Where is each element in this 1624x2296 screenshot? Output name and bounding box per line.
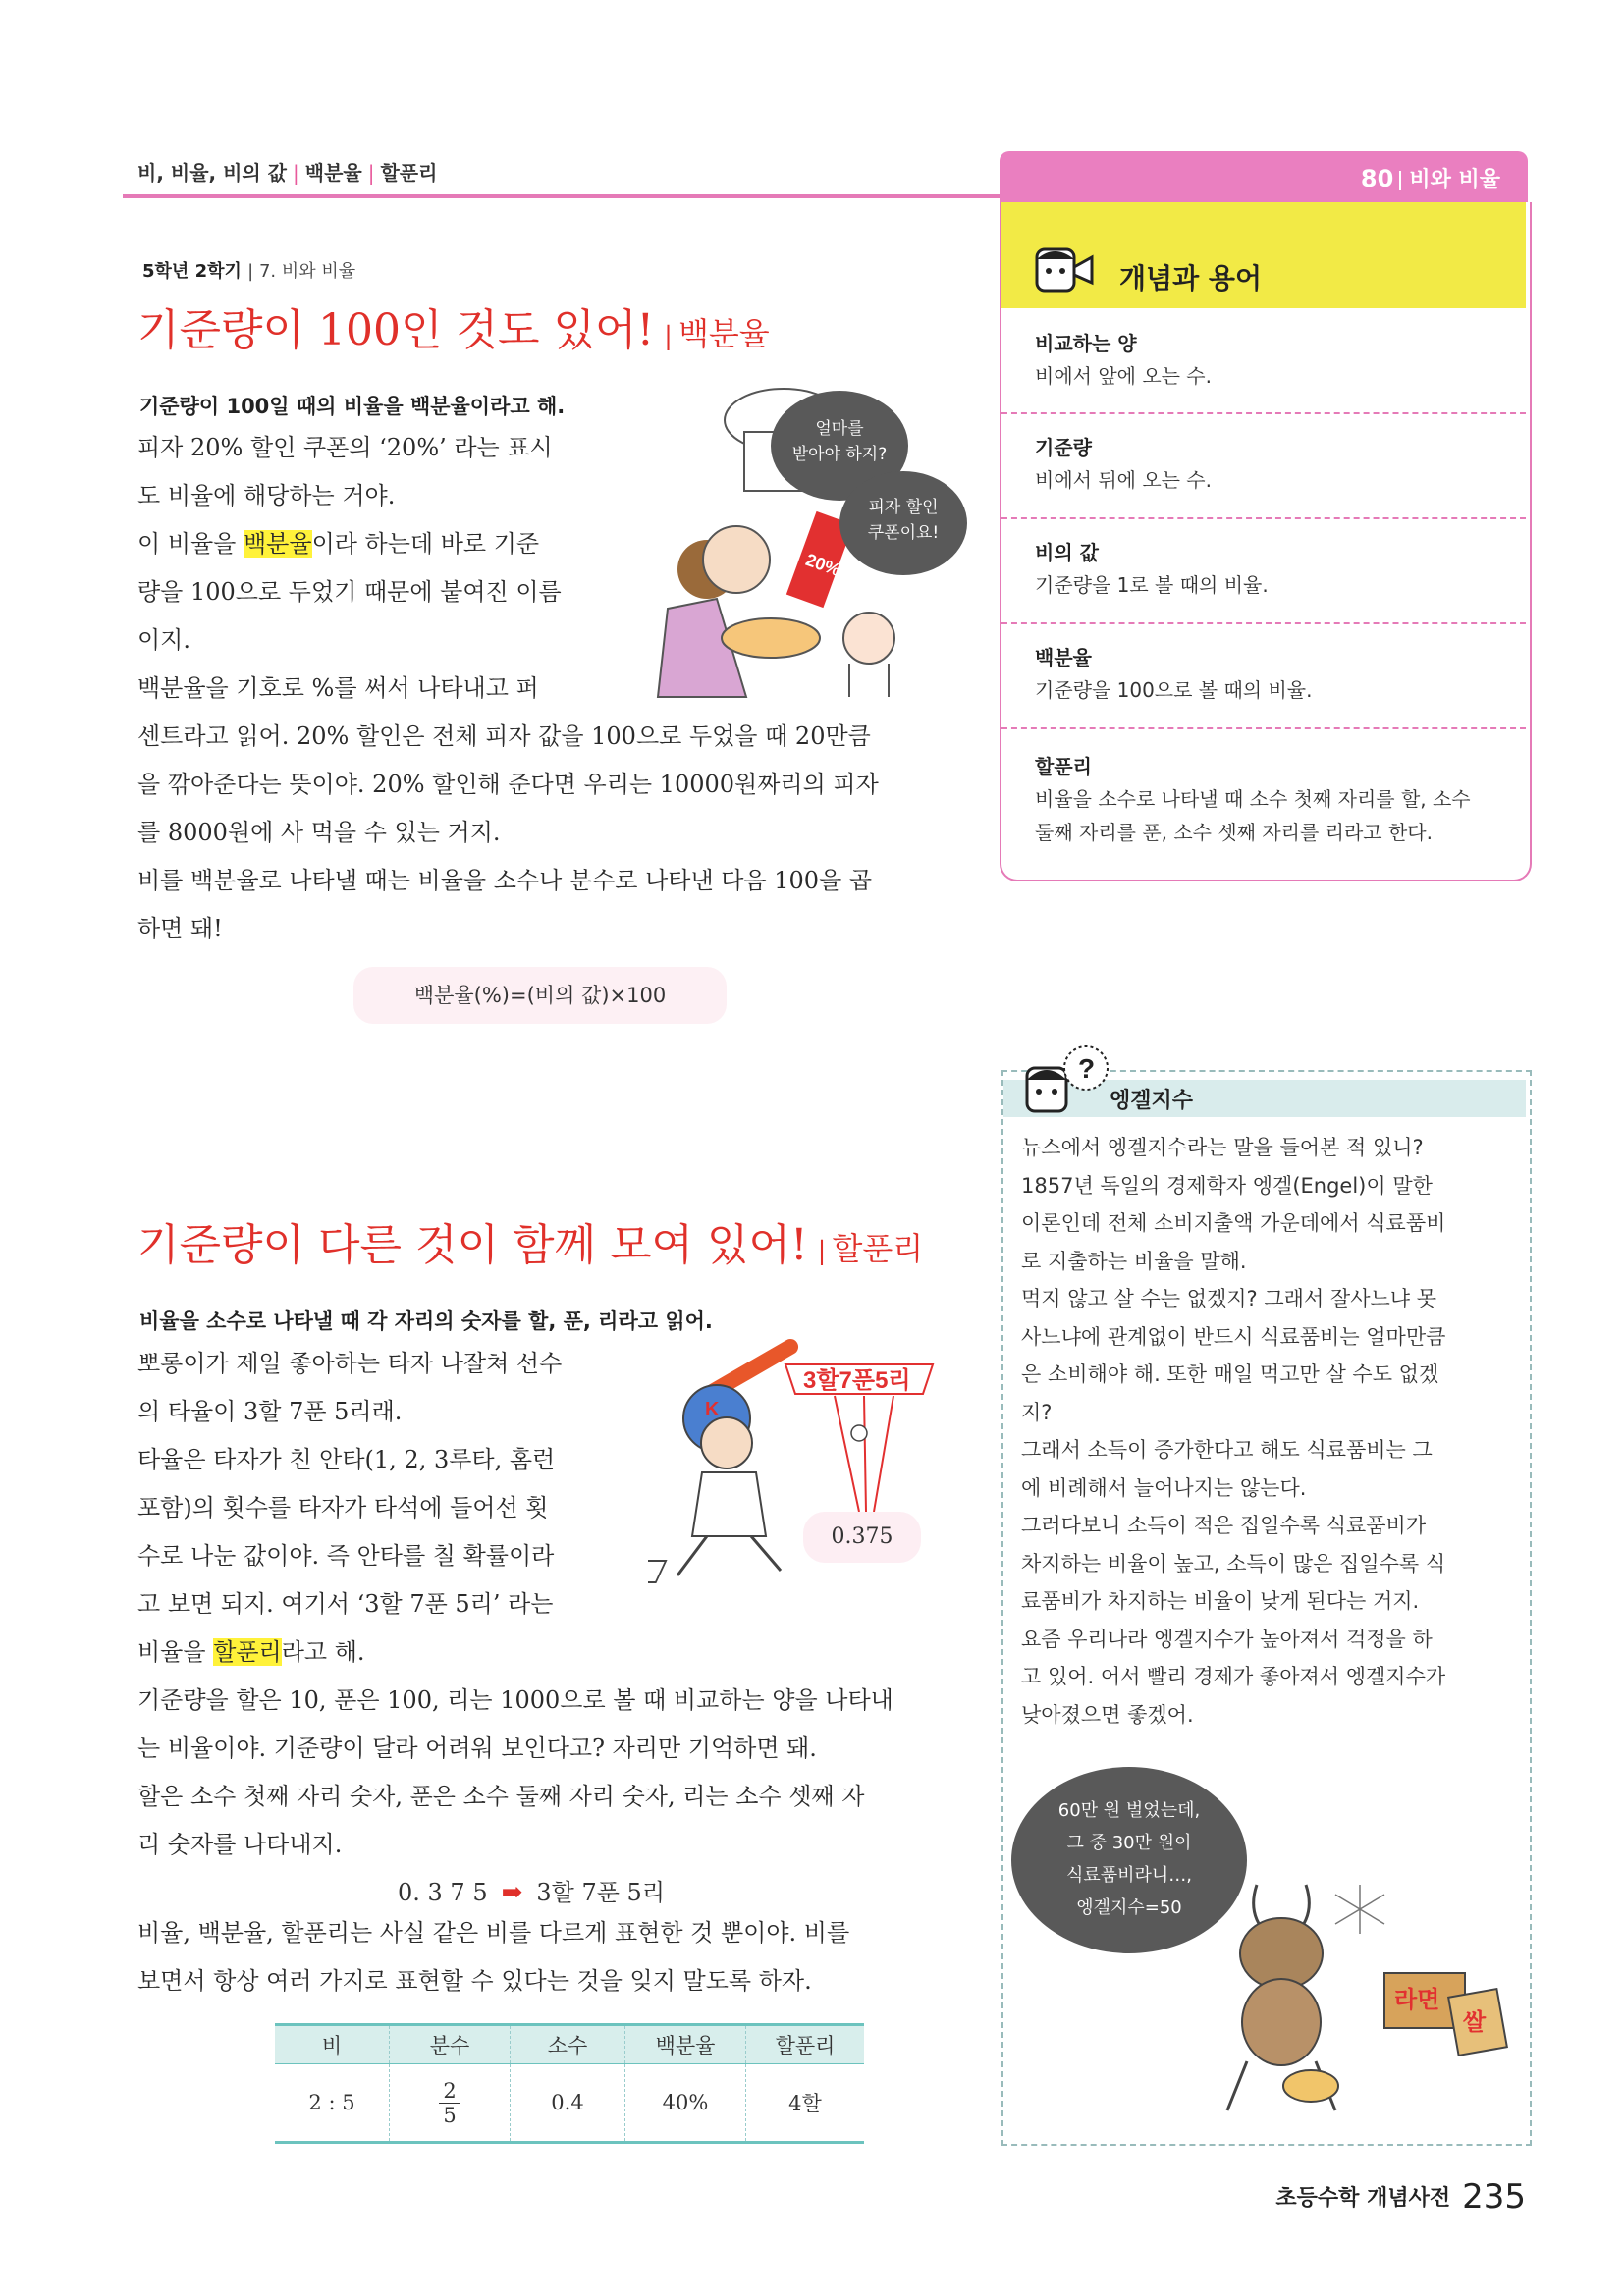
body-line: 비를 백분율로 나타낼 때는 비율을 소수나 분수로 나타낸 다음 100을 곱 [137,867,873,894]
engel-body [1021,1129,1445,1734]
engel-line: 료품비가 차지하는 비율이 낮게 된다는 거지. [1021,1589,1420,1613]
engel-line: 차지하는 비율이 높고, 소득이 많은 집일수록 식 [1021,1551,1446,1575]
concept-desc: 비율을 소수로 나타낼 때 소수 첫째 자리를 할, 소수 [1035,787,1471,811]
table-cell: 40% [625,2064,746,2143]
body-line: 보면서 항상 여러 가지로 표현할 수 있다는 것을 잊지 말도록 하자. [137,1967,812,1995]
body-text: 이라 하는데 바로 기준 [311,530,540,558]
engel-line: 요즘 우리나라 엥겔지수가 높아져서 걱정을 하 [1021,1627,1433,1651]
body-line: 는 비율이야. 기준량이 달라 어려워 보인다고? 자리만 기억하면 돼. [137,1735,817,1762]
body-line: 를 8000원에 사 먹을 수 있는 거지. [137,819,501,846]
table-header: 할푼리 [746,2025,865,2064]
concept-title: 개념과 용어 [1119,262,1262,294]
concept-item [1001,308,1526,412]
table-cell: 2 : 5 [275,2064,390,2143]
concept-term: 비교하는 양 [1035,332,1137,355]
concept-desc: 기준량을 1로 볼 때의 비율. [1035,573,1269,597]
body-line: 피자 20% 할인 쿠폰의 ‘20%’ 라는 표시 [137,434,553,461]
percent-formula: 백분율(%)=(비의 값)×100 [353,967,727,1024]
ratio-table [275,2023,864,2144]
body-line: 도 비율에 해당하는 거야. [137,482,396,509]
table-header: 분수 [390,2025,511,2064]
highlight-term: 백분율 [244,530,312,558]
section2-tag: 할푼리 [832,1230,924,1267]
bubble-line: 피자 할인 [868,498,939,517]
ant-illustration [1188,1865,1512,2130]
body-line: 백분율을 기호로 %를 써서 나타내고 퍼 [137,674,539,702]
body-line: 이지. [137,626,190,654]
page-number: 235 [1462,2177,1526,2216]
body-line: 비율, 백분율, 할푼리는 사실 같은 비를 다르게 표현한 것 뿐이야. 비를 [137,1919,850,1947]
conversion-hpr: 3할 7푼 5리 [536,1879,666,1906]
engel-line: 1857년 독일의 경제학자 엥겔(Engel)이 말한 [1021,1173,1433,1198]
concept-term: 기준량 [1035,436,1092,459]
chapter-title: 비와 비율 [1409,168,1500,192]
concept-item [1001,517,1526,623]
bubble-line: 식료품비라니…, [1065,1865,1193,1886]
section1-title: 기준량이 100인 것도 있어! | 백분율 [137,305,770,355]
concept-desc: 둘째 자리를 푼, 소수 셋째 자리를 리라고 한다. [1035,821,1433,844]
grade-label: 5학년 2학기 | 7. 비와 비율 [142,261,356,282]
batting-average-label: 3할7푼5리 [803,1367,911,1394]
bubble-line: 받아야 하지? [791,445,888,464]
table-cell: 0.4 [511,2064,625,2143]
table-row [275,2064,864,2143]
body-text: 비율을 [137,1638,214,1666]
header-topic-2: 백분율 [304,161,362,185]
conversion-decimal: 0. 3 7 5 [398,1879,488,1906]
table-cell [390,2064,511,2143]
engel-line: 뉴스에서 엥겔지수라는 말을 들어본 적 있니? [1021,1136,1424,1159]
engel-line: 낮아졌으면 좋겠어. [1021,1702,1194,1727]
bubble-line: 엥겔지수=50 [1076,1897,1182,1918]
engel-line: 그러다보니 소득이 적은 집일수록 식료품비가 [1021,1514,1427,1537]
engel-line: 은 소비해야 해. 또한 매일 먹고만 살 수도 없겠 [1021,1362,1439,1386]
concept-term: 비의 값 [1035,541,1099,564]
fraction-numerator: 2 [439,2079,460,2104]
section2-title: 기준량이 다른 것이 함께 모여 있어! | 할푼리 [137,1220,924,1270]
table-header: 백분율 [625,2025,746,2064]
body-line: 고 보면 되지. 여기서 ‘3할 7푼 5리’ 라는 [137,1590,554,1618]
body-line: 의 타율이 3할 7푼 5리래. [137,1398,403,1425]
body-line: 포함)의 횟수를 타자가 타석에 들어선 횟 [137,1494,549,1522]
fraction-denominator: 5 [443,2103,457,2127]
body-line: 리 숫자를 나타내지. [137,1831,343,1858]
ramen-box-label: 라면 [1394,1987,1440,2013]
table-header: 비 [275,2025,390,2064]
body-line: 하면 돼! [137,915,223,942]
coupon-label: 20% [802,549,843,581]
conversion-example [398,1873,665,1907]
section2-title-text: 기준량이 다른 것이 함께 모여 있어! [137,1220,808,1270]
concept-term: 백분율 [1035,646,1092,669]
table-header: 소수 [511,2025,625,2064]
speech-bubble [839,471,967,575]
concept-item [1001,727,1526,877]
engel-line: 로 지출하는 비율을 말해. [1021,1249,1247,1273]
grade-semester: 5학년 2학기 [142,261,242,282]
section1-lead: 기준량이 100일 때의 비율을 백분율이라고 해. [139,395,566,418]
cap-letter: K [705,1399,720,1420]
bubble-line: 쿠폰이요! [867,523,940,543]
page-footer [1275,2177,1526,2216]
book-title: 초등수학 개념사전 [1275,2186,1451,2211]
bubble-line: 그 중 30만 원이 [1066,1833,1192,1853]
concept-term: 할푼리 [1035,755,1092,778]
chapter-number: 80 [1360,165,1394,192]
body-line: 타율은 타자가 친 안타(1, 2, 3루타, 홈런 [137,1446,556,1473]
question-face-icon [1021,1039,1111,1119]
speaker-icon [1033,243,1104,298]
section1-title-text: 기준량이 100인 것도 있어! [137,305,655,355]
engel-line: 사느냐에 관계없이 반드시 식료품비는 얼마만큼 [1021,1324,1446,1349]
rice-bag-label: 쌀 [1463,2009,1487,2036]
body-line: 뽀롱이가 제일 좋아하는 타자 나잘쳐 선수 [137,1350,563,1377]
body-line [137,1629,893,1677]
concept-item [1001,412,1526,518]
body-line: 할은 소수 첫째 자리 숫자, 푼은 소수 둘째 자리 숫자, 리는 소수 셋째 자 [137,1783,865,1810]
engel-line: 에 비례해서 늘어나지는 않는다. [1021,1475,1307,1500]
arrow-icon: ➡ [501,1878,523,1907]
body-line: 수로 나눈 값이야. 즉 안타를 칠 확률이라 [137,1542,555,1570]
concept-desc: 비에서 뒤에 오는 수. [1035,468,1212,492]
engel-title: 엥겔지수 [1110,1089,1194,1113]
body-line: 을 깎아준다는 뜻이야. 20% 할인해 준다면 우리는 10000원짜리의 피자 [137,771,879,798]
body-line: 기준량을 할은 10, 푼은 100, 리는 1000으로 볼 때 비교하는 양을 나타내 [137,1686,893,1714]
batting-average-value: 0.375 [803,1512,921,1563]
concept-desc: 비에서 앞에 오는 수. [1035,364,1212,388]
table-cell: 4할 [746,2064,865,2143]
engel-line: 그래서 소득이 증가한다고 해도 식료품비는 그 [1021,1438,1433,1462]
engel-line: 먹지 않고 살 수는 없겠지? 그래서 잘사느냐 못 [1021,1287,1437,1310]
section2-lead: 비율을 소수로 나타낼 때 각 자리의 숫자를 할, 푼, 리라고 읽어. [139,1309,713,1333]
bubble-line: 얼마를 [815,419,864,439]
header-topic-3: 할푼리 [380,161,438,185]
engel-line: 고 있어. 어서 빨리 경제가 좋아져서 엥겔지수가 [1021,1665,1446,1688]
svg-text:?: ? [1078,1053,1096,1084]
engel-line: 지? [1021,1400,1053,1424]
body-text: 라고 해. [281,1638,365,1666]
section1-tag: 백분율 [677,315,770,352]
engel-line: 이론인데 전체 소비지출액 가운데에서 식료품비 [1021,1211,1446,1235]
body-line: 센트라고 읽어. 20% 할인은 전체 피자 값을 100으로 두었을 때 20만큼 [137,722,871,750]
concept-item [1001,622,1526,728]
body-text: 이 비율을 [137,530,244,558]
section2-closing [137,1909,849,2005]
concept-desc: 기준량을 100으로 볼 때의 비율. [1035,678,1313,702]
bubble-line: 60만 원 벌었는데, [1057,1800,1201,1821]
grade-unit: 7. 비와 비율 [258,261,356,282]
header-topic-1: 비, 비율, 비의 값 [137,161,288,185]
chapter-tab [1000,151,1528,202]
body-line: 량을 100으로 두었기 때문에 붙여진 이름 [137,578,562,606]
header-topics: 비, 비율, 비의 값 | 백분율 | 할푼리 [137,161,438,185]
highlight-term: 할푼리 [213,1638,282,1666]
